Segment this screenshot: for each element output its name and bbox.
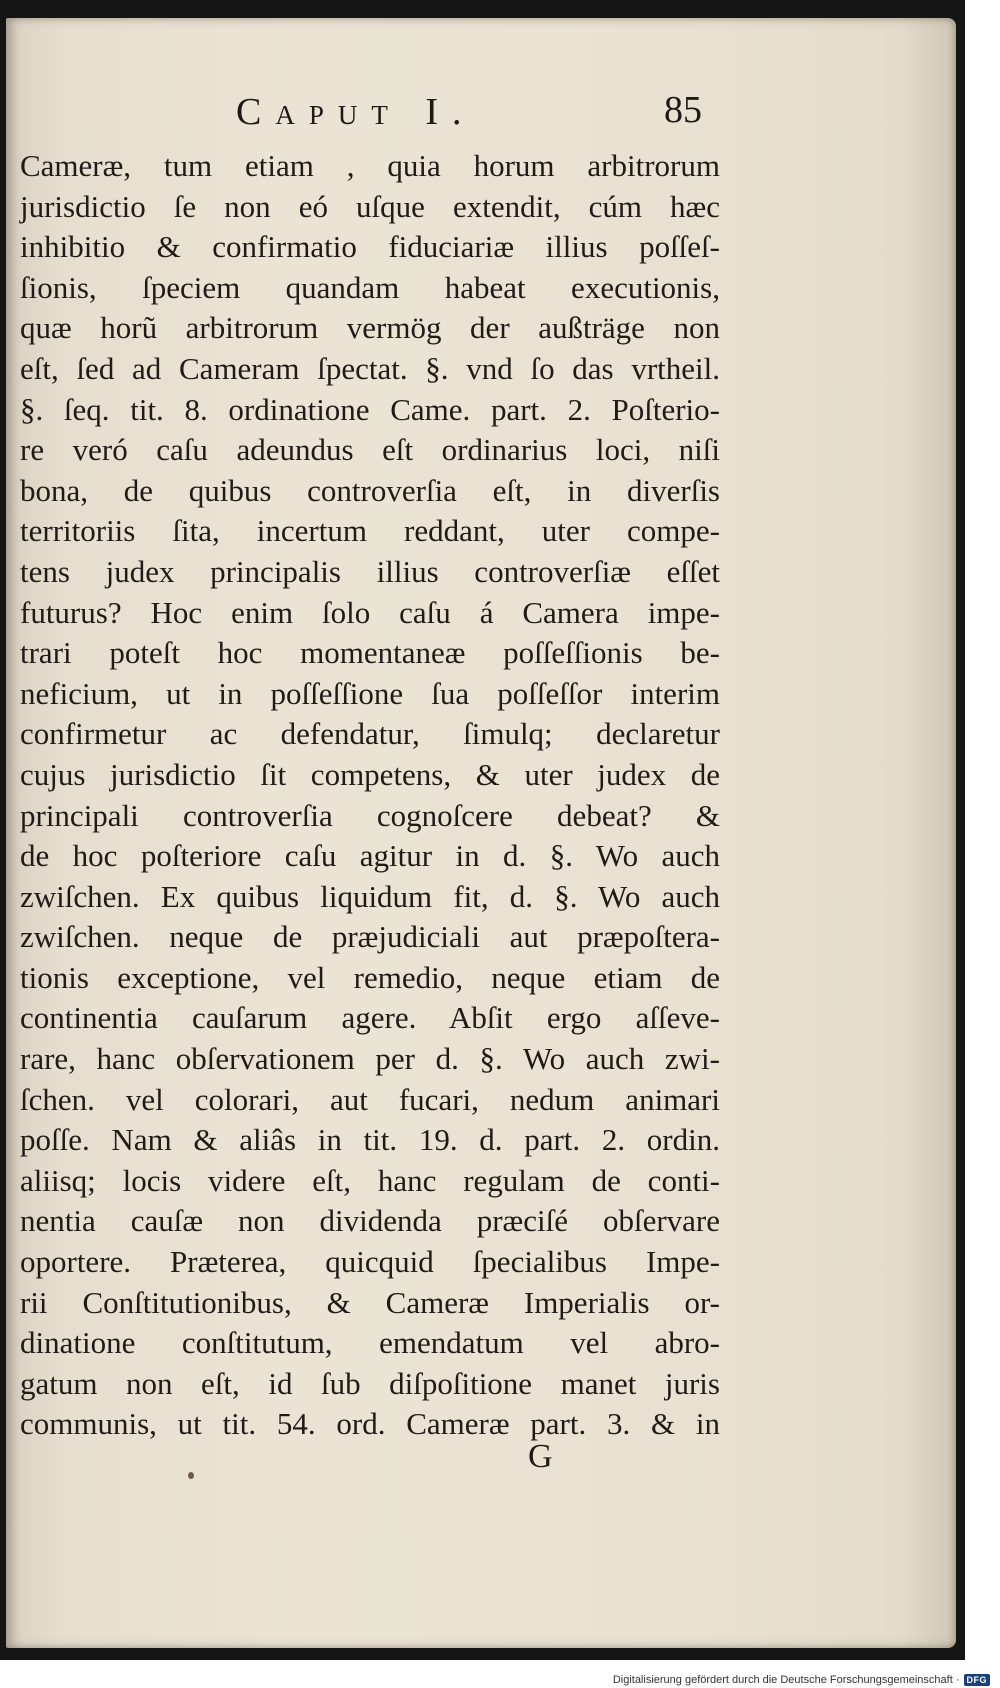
- body-text: [20, 146, 720, 1445]
- text-line: zwiſchen. Ex quibus liquidum fit, d. §. Wo auch: [20, 878, 720, 914]
- text-line: trari poteſt hoc momentaneæ poſſeſſionis be-: [20, 635, 720, 671]
- text-line: tionis exceptione, vel remedio, neque etiam de: [20, 959, 720, 995]
- text-line: §. ſeq. tit. 8. ordinatione Came. part. 2. Poſterio-: [20, 391, 720, 427]
- text-line: rii Conſtitutionibus, & Cameræ Imperialis or-: [20, 1284, 720, 1320]
- text-line: communis, ut tit. 54. ord. Cameræ part. 3. & in: [20, 1406, 720, 1442]
- text-line: eſt, ſed ad Cameram ſpectat. §. vnd ſo das vrtheil.: [20, 350, 720, 386]
- text-line: neficium, ut in poſſeſſione ſua poſſeſſor interim: [20, 675, 720, 711]
- text-line: nentia cauſæ non dividenda præciſé obſervare: [20, 1203, 720, 1239]
- text-line: zwiſchen. neque de præjudiciali aut præpoſtera-: [20, 919, 720, 955]
- text-line: principali controverſia cognoſcere debeat? &: [20, 797, 720, 833]
- running-head: [6, 80, 956, 133]
- paper-speck: [188, 1472, 194, 1479]
- text-line: re veró caſu adeundus eſt ordinarius loci, niſi: [20, 432, 720, 468]
- page-number: 85: [664, 89, 702, 131]
- text-line: continentia cauſarum agere. Abſit ergo aſſeve-: [20, 1000, 720, 1036]
- text-line: confirmetur ac defendatur, ſimulq; declaretur: [20, 716, 720, 752]
- text-line: jurisdictio ſe non eó uſque extendit, cúm hæc: [20, 188, 720, 224]
- signature-mark: G: [528, 1438, 553, 1475]
- footer: [613, 1674, 990, 1686]
- text-line: territoriis ſita, incertum reddant, uter compe-: [20, 513, 720, 549]
- text-line: bona, de quibus controverſia eſt, in diverſis: [20, 472, 720, 508]
- text-line: poſſe. Nam & aliâs in tit. 19. d. part. 2. ordin.: [20, 1122, 720, 1158]
- text-line: quæ horũ arbitrorum vermög der außträge non: [20, 310, 720, 346]
- text-line: futurus? Hoc enim ſolo caſu á Camera impe-: [20, 594, 720, 630]
- text-line: ſchen. vel colorari, aut fucari, nedum animari: [20, 1081, 720, 1117]
- footer-credit: Digitalisierung gefördert durch die Deutsche Forschungsgemeinschaft ·: [612, 1674, 960, 1686]
- text-line: de hoc poſteriore caſu agitur in d. §. Wo auch: [20, 838, 720, 874]
- text-line: ſionis, ſpeciem quandam habeat executionis,: [20, 269, 720, 305]
- text-line: oportere. Præterea, quicquid ſpecialibus Impe-: [20, 1244, 720, 1280]
- text-line: rare, hanc obſervationem per d. §. Wo auch zwi-: [20, 1041, 720, 1077]
- text-line: cujus jurisdictio ſit competens, & uter judex de: [20, 756, 720, 792]
- running-title: Caput I.: [236, 91, 476, 133]
- text-line: dinatione conſtitutum, emendatum vel abro-: [20, 1325, 720, 1361]
- dfg-logo-icon: DFG: [964, 1674, 991, 1686]
- text-line: inhibitio & confirmatio fiduciariæ illius poſſeſ-: [20, 229, 720, 265]
- text-line: tens judex principalis illius controverſiæ eſſet: [20, 553, 720, 589]
- text-line: gatum non eſt, id ſub diſpoſitione manet juris: [20, 1365, 720, 1401]
- text-line: Cameræ, tum etiam , quia horum arbitrorum: [20, 148, 720, 183]
- book-page: [6, 18, 956, 1648]
- text-line: aliisq; locis videre eſt, hanc regulam de conti-: [20, 1162, 720, 1198]
